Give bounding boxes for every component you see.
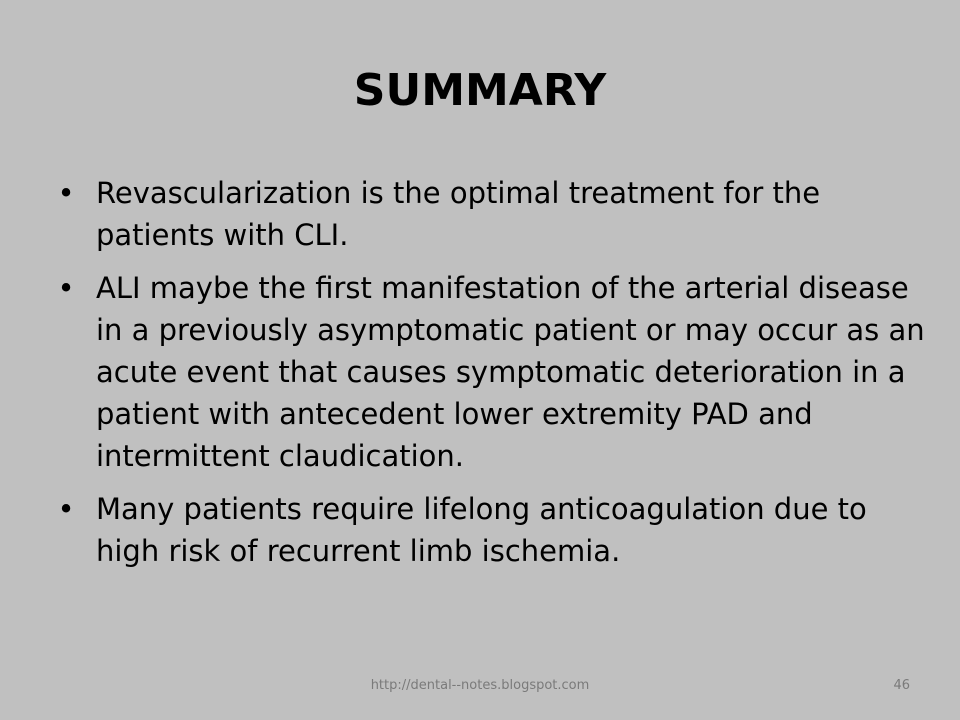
bullet-dot-icon: • — [57, 176, 75, 210]
bullet-dot-icon: • — [57, 271, 75, 305]
bullet-item-3 — [56, 488, 926, 572]
footer-url: http://dental--notes.blogspot.com — [370, 678, 590, 693]
bullet-text: Revascularization is the optimal treatment for the patients with CLI. — [96, 176, 821, 252]
bullet-item-2 — [56, 267, 926, 477]
bullet-item-1 — [56, 172, 926, 256]
bullet-list — [56, 172, 926, 583]
slide-title: SUMMARY — [353, 65, 607, 116]
bullet-text: ALI maybe the first manifestation of the arterial disease in a previously asymptomatic patient or may occur as an acute event that causes symptomatic deterioration in a patient with antecedent lower extremity PAD and intermittent claudication. — [96, 271, 925, 473]
bullet-dot-icon: • — [57, 492, 75, 526]
page-number: 46 — [893, 678, 910, 693]
bullet-text: Many patients require lifelong anticoagulation due to high risk of recurrent limb ischemia. — [96, 492, 867, 568]
